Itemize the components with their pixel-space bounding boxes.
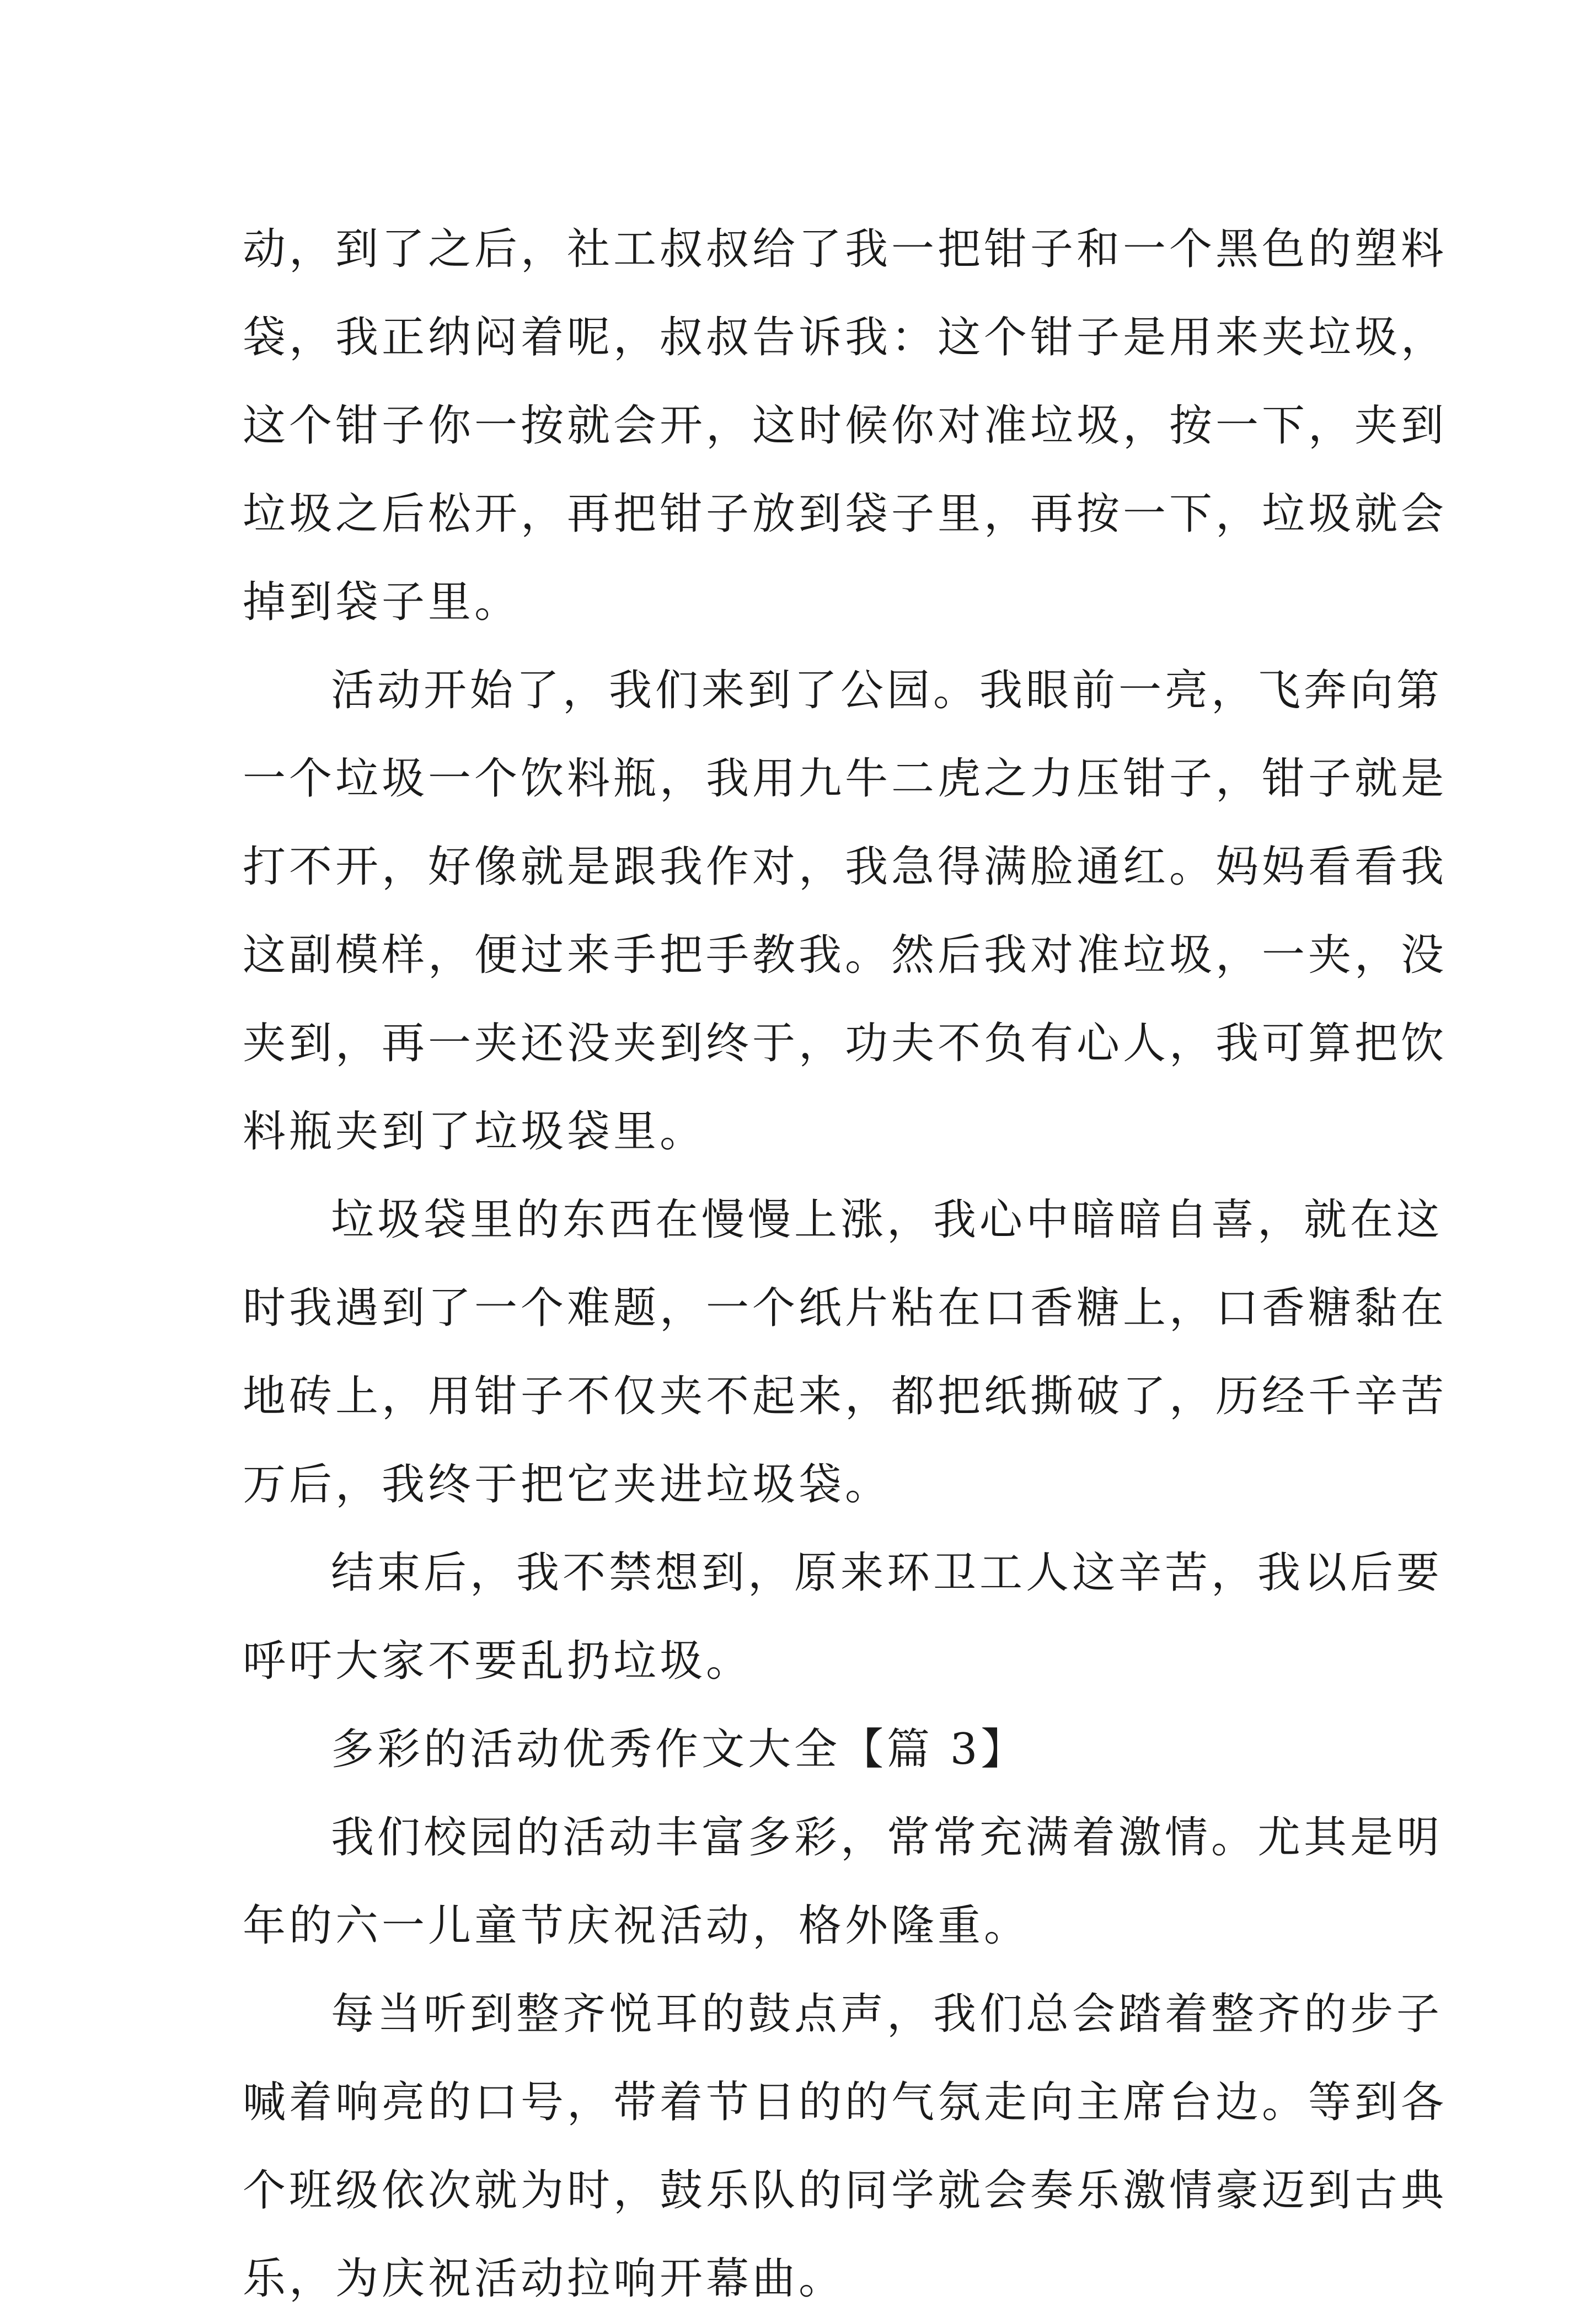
text-line: 掉到袋子里。 (243, 577, 521, 627)
text-line: 夹到，再一夹还没夹到终于，功夫不负有心人，我可算把饮 (243, 1019, 1448, 1068)
text-line: 一个垃圾一个饮料瓶，我用九牛二虎之力压钳子，钳子就是 (243, 754, 1448, 804)
text-line: 个班级依次就为时，鼓乐队的同学就会奏乐激情豪迈到古典 (243, 2166, 1448, 2215)
text-line: 动，到了之后，社工叔叔给了我一把钳子和一个黑色的塑料 (243, 224, 1448, 274)
text-line: 年的六一儿童节庆祝活动，格外隆重。 (243, 1901, 1031, 1951)
text-line: 时我遇到了一个难题，一个纸片粘在口香糖上，口香糖黏在 (243, 1283, 1448, 1333)
paragraph-first-line: 结束后，我不禁想到，原来环卫工人这辛苦，我以后要 (331, 1548, 1443, 1598)
text-line: 料瓶夹到了垃圾袋里。 (243, 1107, 706, 1157)
text-line: 地砖上，用钳子不仅夹不起来，都把纸撕破了，历经千辛苦 (243, 1372, 1448, 1421)
section-heading: 多彩的活动优秀作文大全【篇 3】 (331, 1725, 1027, 1774)
text-line: 喊着响亮的口号，带着节日的的气氛走向主席台边。等到各 (243, 2078, 1448, 2127)
text-line: 万后，我终于把它夹进垃圾袋。 (243, 1460, 892, 1510)
paragraph-first-line: 垃圾袋里的东西在慢慢上涨，我心中暗暗自喜，就在这 (331, 1195, 1443, 1245)
paragraph-first-line: 每当听到整齐悦耳的鼓点声，我们总会踏着整齐的步子 (331, 1989, 1443, 2039)
text-line: 这副模样，便过来手把手教我。然后我对准垃圾，一夹，没 (243, 930, 1448, 980)
text-line: 乐，为庆祝活动拉响开幕曲。 (243, 2254, 845, 2304)
paragraph-first-line: 我们校园的活动丰富多彩，常常充满着激情。尤其是明 (331, 1813, 1443, 1862)
text-line: 垃圾之后松开，再把钳子放到袋子里，再按一下，垃圾就会 (243, 489, 1448, 539)
text-line: 呼吁大家不要乱扔垃圾。 (243, 1636, 753, 1686)
paragraph-first-line: 活动开始了，我们来到了公园。我眼前一亮，飞奔向第 (331, 666, 1443, 715)
text-line: 袋，我正纳闷着呢，叔叔告诉我：这个钳子是用来夹垃圾， (243, 313, 1448, 362)
text-line: 这个钳子你一按就会开，这时候你对准垃圾，按一下，夹到 (243, 401, 1448, 451)
text-line: 打不开，好像就是跟我作对，我急得满脸通红。妈妈看看我 (243, 842, 1448, 892)
